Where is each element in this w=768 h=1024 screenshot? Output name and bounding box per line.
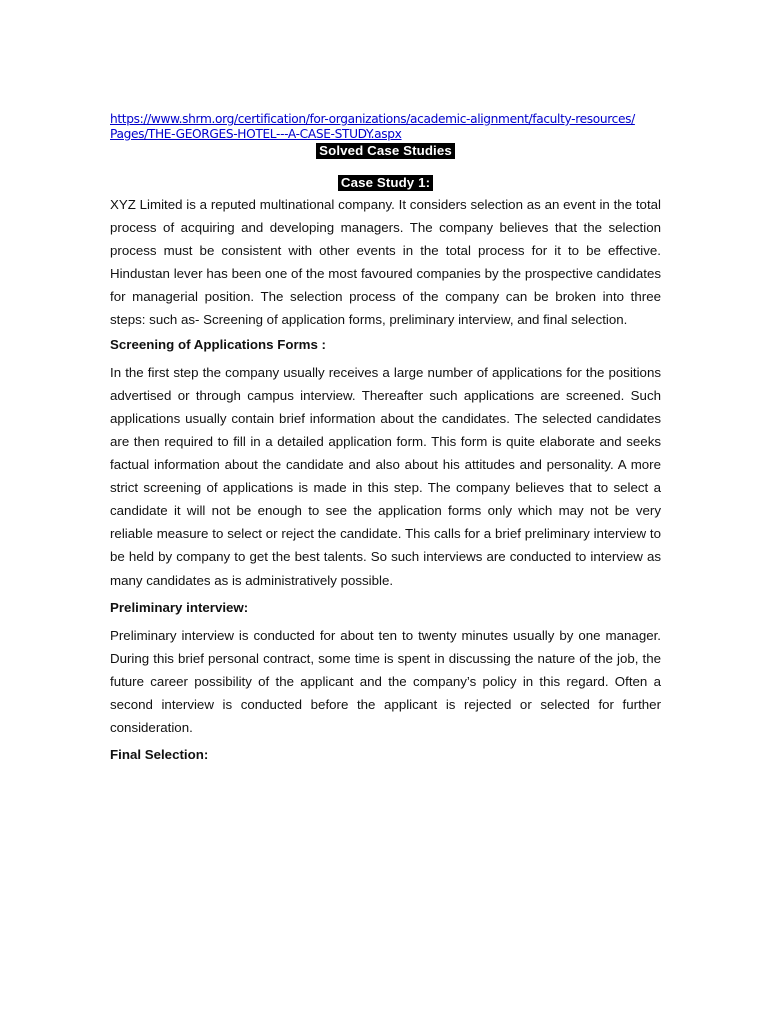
document-title: Solved Case Studies: [316, 143, 455, 159]
source-link-line-2[interactable]: Pages/THE-GEORGES-HOTEL---A-CASE-STUDY.aspx: [110, 127, 402, 141]
title-banner: [110, 142, 661, 160]
source-link[interactable]: [110, 112, 661, 142]
section-heading-final-selection: Final Selection:: [110, 747, 209, 763]
case-study-title: Case Study 1:: [338, 175, 433, 191]
section-body-preliminary-interview: Preliminary interview is conducted for about ten to twenty minutes usually by one manager. During this brief personal contract, some time is spent in discussing the nature of the job, the future career possibility of the applicant and the company’s policy in this regard. Often a second interview is conducted before the applicant is rejected or selected for further consideration.: [110, 627, 661, 736]
section-body-screening: In the first step the company usually receives a large number of applications for the positions advertised or through campus interview. Thereafter such applications are screened. Such applications usually contain brief information about the candidates. The selected candidates are then required to fill in a detailed application form. This form is quite elaborate and seeks factual information about the candidate and also about his attitudes and personality. A more strict screening of applications is made in this step. The company believes that to select a candidate it will not be enough to see the application forms only which may not be very reliable measure to select or reject the candidate. This calls for a brief preliminary interview to be held by company to get the best talents. So such interviews are conducted to interview as many candidates as is administratively possible.: [110, 364, 661, 588]
section-heading-preliminary-interview: Preliminary interview:: [110, 599, 249, 615]
document-page: [110, 112, 661, 766]
section-heading-screening: Screening of Applications Forms :: [110, 336, 326, 352]
case-banner: [110, 174, 661, 192]
source-link-line-1[interactable]: https://www.shrm.org/certification/for-organizations/academic-alignment/faculty-resources/: [110, 112, 635, 126]
intro-paragraph: XYZ Limited is a reputed multinational company. It considers selection as an event in the total process of acquiring and developing managers. The company believes that the selection process must be consistent with other events in the total process for it to be effective. Hindustan lever has been one of the most favoured companies by the prospective candidates for managerial position. The selection process of the company can be broken into three steps: such as- Screening of application forms, preliminary interview, and final selection.: [110, 197, 661, 328]
